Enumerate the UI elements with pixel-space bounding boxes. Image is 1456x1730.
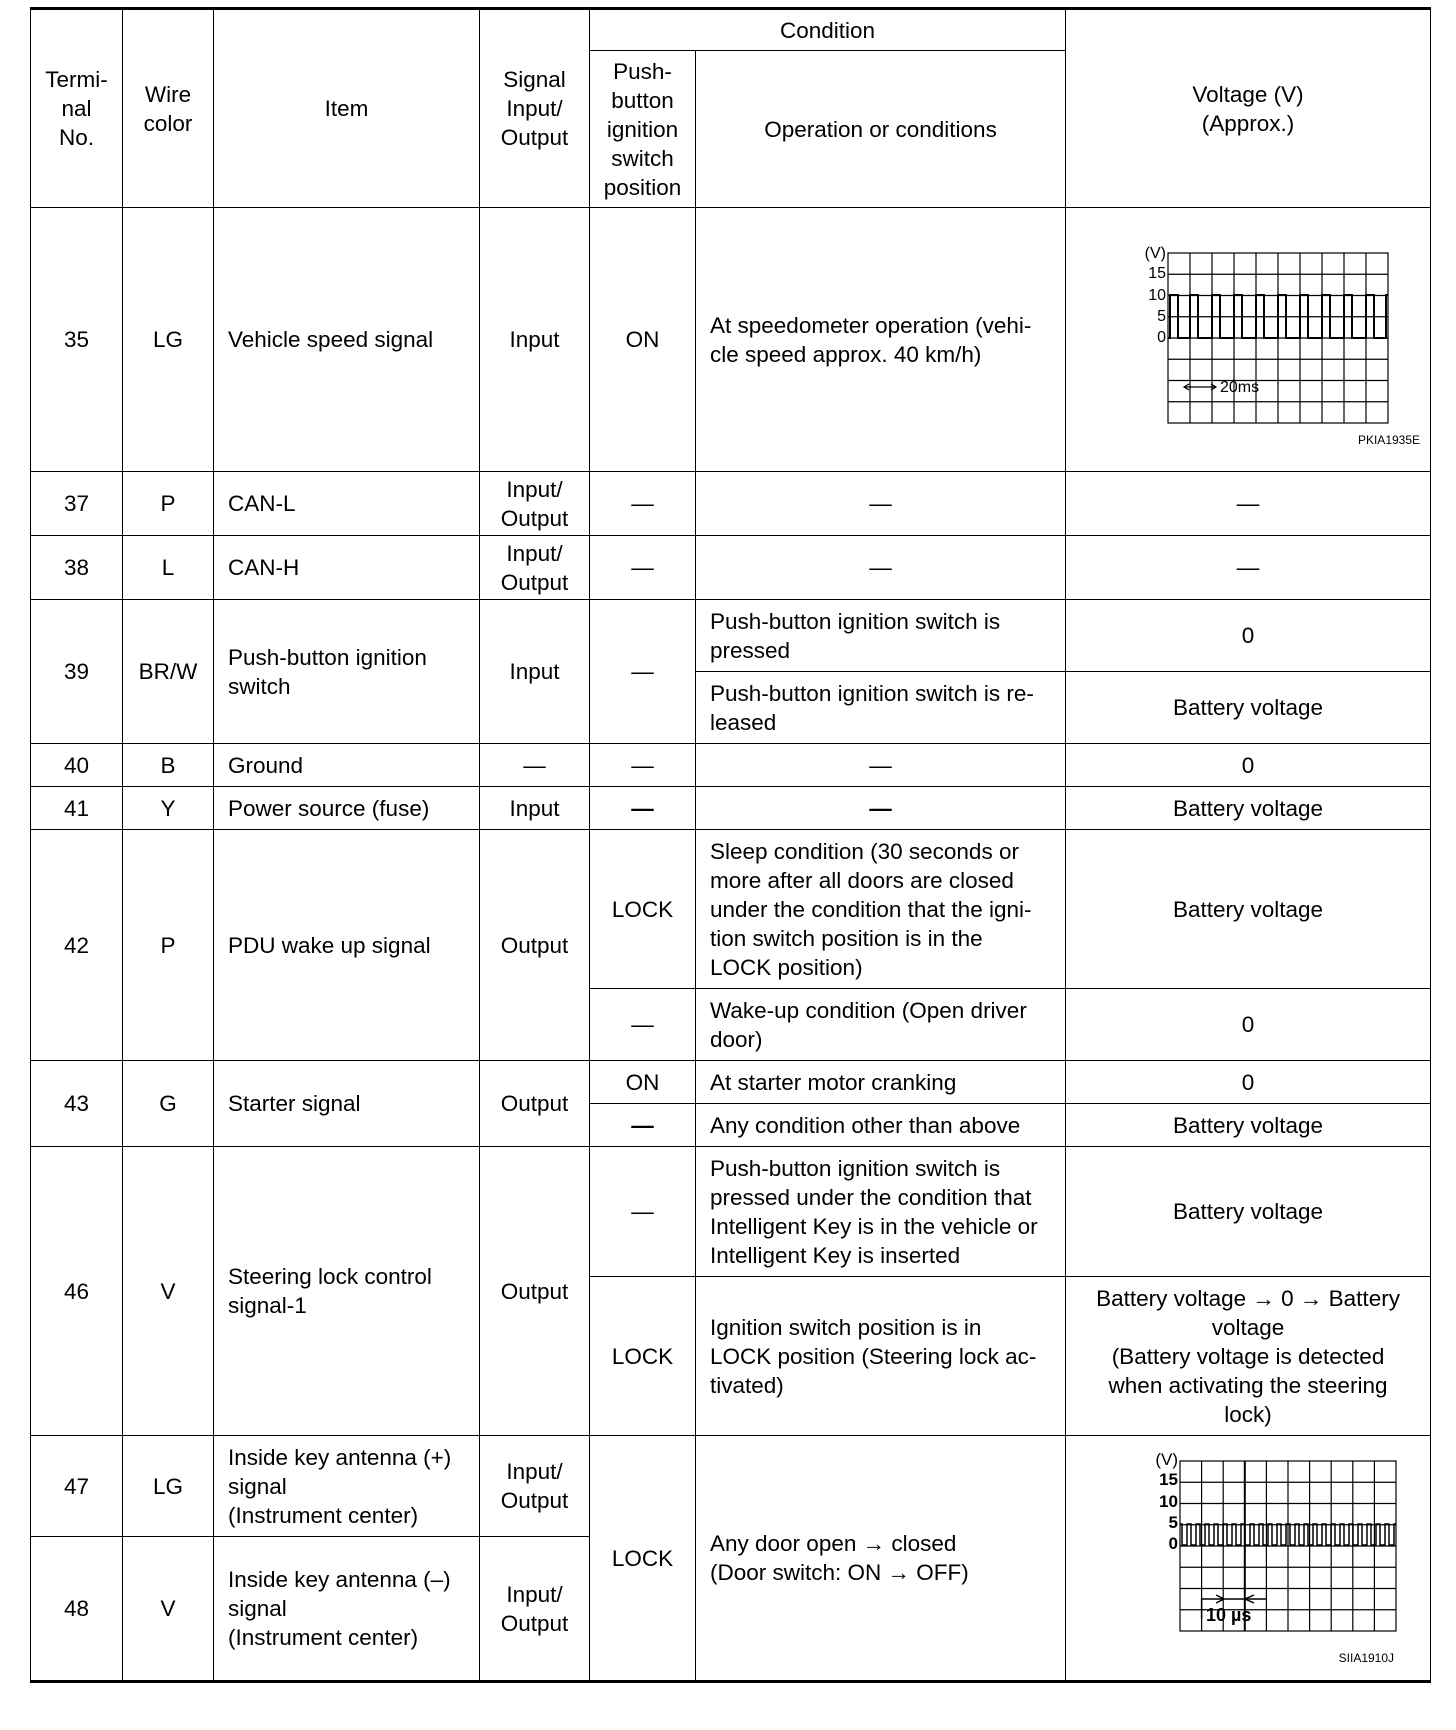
y-tick-label: 15	[1159, 1470, 1179, 1489]
terminal-cell: 37	[31, 472, 123, 536]
wire-color-cell: V	[123, 1537, 214, 1682]
figure-code: SIIA1910J	[1338, 1651, 1395, 1665]
voltage-cell: Battery voltage	[1066, 1147, 1431, 1277]
figure-code: PKIA1935E	[1357, 432, 1421, 447]
signal-cell: Input	[480, 600, 590, 744]
terminal-cell: 47	[31, 1436, 123, 1537]
operation-cell: Sleep condition (30 seconds or more after all doors are closed under the condition that the igni- tion switch position is in the LOCK position)	[696, 830, 1066, 989]
table-row	[31, 830, 1431, 989]
position-cell: ON	[590, 1061, 696, 1104]
wire-color-cell: BR/W	[123, 600, 214, 744]
item-cell: CAN-L	[214, 472, 480, 536]
y-tick-label: 15	[1148, 264, 1167, 282]
operation-cell: —	[696, 744, 1066, 787]
operation-cell: —	[696, 787, 1066, 830]
position-cell: LOCK	[590, 1436, 696, 1682]
wire-color-cell: L	[123, 536, 214, 600]
operation-cell: At starter motor cranking	[696, 1061, 1066, 1104]
wire-color-cell: LG	[123, 208, 214, 472]
header-operation: Operation or conditions	[696, 51, 1066, 208]
position-cell: —	[590, 536, 696, 600]
terminal-cell: 41	[31, 787, 123, 830]
wire-color-cell: B	[123, 744, 214, 787]
voltage-cell: Battery voltage → 0 → Battery voltage (Battery voltage is detected when activating the steering lock)	[1066, 1277, 1431, 1436]
item-cell: PDU wake up signal	[214, 830, 480, 1061]
item-cell: Steering lock control signal-1	[214, 1147, 480, 1436]
signal-cell: Input/ Output	[480, 1436, 590, 1537]
item-cell: Inside key antenna (–) signal (Instrument center)	[214, 1537, 480, 1682]
y-tick-label: 0	[1157, 328, 1167, 346]
table-row	[31, 472, 1431, 536]
voltage-cell: —	[1066, 472, 1431, 536]
operation-cell: Push-button ignition switch is pressed under the condition that Intelligent Key is in the vehicle or Intelligent Key is inserted	[696, 1147, 1066, 1277]
signal-cell: Input	[480, 787, 590, 830]
voltage-cell: 0	[1066, 744, 1431, 787]
voltage-cell: Battery voltage	[1066, 830, 1431, 989]
signal-cell: —	[480, 744, 590, 787]
position-cell: LOCK	[590, 1277, 696, 1436]
signal-cell: Input/ Output	[480, 1537, 590, 1682]
terminal-cell: 46	[31, 1147, 123, 1436]
terminal-cell: 40	[31, 744, 123, 787]
signal-cell: Output	[480, 830, 590, 1061]
y-axis-unit: (V)	[1155, 1451, 1179, 1469]
table-row	[31, 1147, 1431, 1277]
operation-cell: —	[696, 472, 1066, 536]
operation-cell: Ignition switch position is in LOCK position (Steering lock ac- tivated)	[696, 1277, 1066, 1436]
table-row	[31, 208, 1431, 472]
operation-cell: Any door open → closed (Door switch: ON → OFF)	[696, 1436, 1066, 1682]
position-cell: —	[590, 472, 696, 536]
wire-color-cell: Y	[123, 787, 214, 830]
operation-cell: Push-button ignition switch is re- leased	[696, 672, 1066, 744]
item-cell: Starter signal	[214, 1061, 480, 1147]
time-scale-label: 10 µs	[1206, 1605, 1252, 1625]
voltage-cell: Battery voltage	[1066, 1104, 1431, 1147]
signal-cell: Input/ Output	[480, 536, 590, 600]
y-tick-label: 5	[1168, 1513, 1179, 1532]
position-cell: —	[590, 1147, 696, 1277]
signal-cell: Input/ Output	[480, 472, 590, 536]
terminal-cell: 42	[31, 830, 123, 1061]
signal-cell: Output	[480, 1061, 590, 1147]
voltage-cell	[1066, 208, 1431, 472]
header-voltage: Voltage (V) (Approx.)	[1066, 9, 1431, 208]
header-wire-color: Wire color	[123, 9, 214, 208]
position-cell: —	[590, 787, 696, 830]
table-row	[31, 1061, 1431, 1104]
operation-cell: Any condition other than above	[696, 1104, 1066, 1147]
position-cell: —	[590, 989, 696, 1061]
operation-cell: —	[696, 536, 1066, 600]
position-cell: ON	[590, 208, 696, 472]
voltage-cell: 0	[1066, 1061, 1431, 1104]
operation-cell: Wake-up condition (Open driver door)	[696, 989, 1066, 1061]
table-row	[31, 787, 1431, 830]
voltage-cell: 0	[1066, 989, 1431, 1061]
voltage-cell: —	[1066, 536, 1431, 600]
y-tick-label: 5	[1157, 307, 1167, 325]
y-tick-label: 10	[1148, 286, 1167, 304]
table-row	[31, 600, 1431, 672]
y-axis-unit: (V)	[1144, 244, 1167, 262]
terminal-cell: 39	[31, 600, 123, 744]
wire-color-cell: P	[123, 830, 214, 1061]
item-cell: Inside key antenna (+) signal (Instrument center)	[214, 1436, 480, 1537]
operation-cell: Push-button ignition switch is pressed	[696, 600, 1066, 672]
table-row	[31, 1436, 1431, 1537]
operation-cell: At speedometer operation (vehi- cle speed approx. 40 km/h)	[696, 208, 1066, 472]
signal-cell: Output	[480, 1147, 590, 1436]
voltage-cell	[1066, 1436, 1431, 1682]
header-push-button-position: Push- button ignition switch position	[590, 51, 696, 208]
item-cell: Push-button ignition switch	[214, 600, 480, 744]
item-cell: CAN-H	[214, 536, 480, 600]
position-cell: —	[590, 744, 696, 787]
item-cell: Ground	[214, 744, 480, 787]
item-cell: Power source (fuse)	[214, 787, 480, 830]
speed-signal-waveform	[1098, 233, 1398, 433]
signal-cell: Input	[480, 208, 590, 472]
table-row	[31, 536, 1431, 600]
terminal-table	[30, 7, 1431, 1683]
header-terminal: Termi- nal No.	[31, 9, 123, 208]
antenna-signal-waveform	[1098, 1451, 1398, 1651]
position-cell: —	[590, 1104, 696, 1147]
wire-color-cell: V	[123, 1147, 214, 1436]
table-row	[31, 744, 1431, 787]
y-tick-label: 10	[1159, 1492, 1179, 1511]
terminal-cell: 35	[31, 208, 123, 472]
header-signal: Signal Input/ Output	[480, 9, 590, 208]
terminal-cell: 38	[31, 536, 123, 600]
voltage-cell: Battery voltage	[1066, 787, 1431, 830]
time-scale-label: 20ms	[1220, 378, 1260, 396]
position-cell: LOCK	[590, 830, 696, 989]
wire-color-cell: G	[123, 1061, 214, 1147]
item-cell: Vehicle speed signal	[214, 208, 480, 472]
wire-color-cell: P	[123, 472, 214, 536]
voltage-cell: 0	[1066, 600, 1431, 672]
y-tick-label: 0	[1168, 1534, 1179, 1553]
header-condition: Condition	[590, 9, 1066, 51]
voltage-cell: Battery voltage	[1066, 672, 1431, 744]
header-item: Item	[214, 9, 480, 208]
terminal-cell: 43	[31, 1061, 123, 1147]
terminal-cell: 48	[31, 1537, 123, 1682]
wire-color-cell: LG	[123, 1436, 214, 1537]
position-cell: —	[590, 600, 696, 744]
